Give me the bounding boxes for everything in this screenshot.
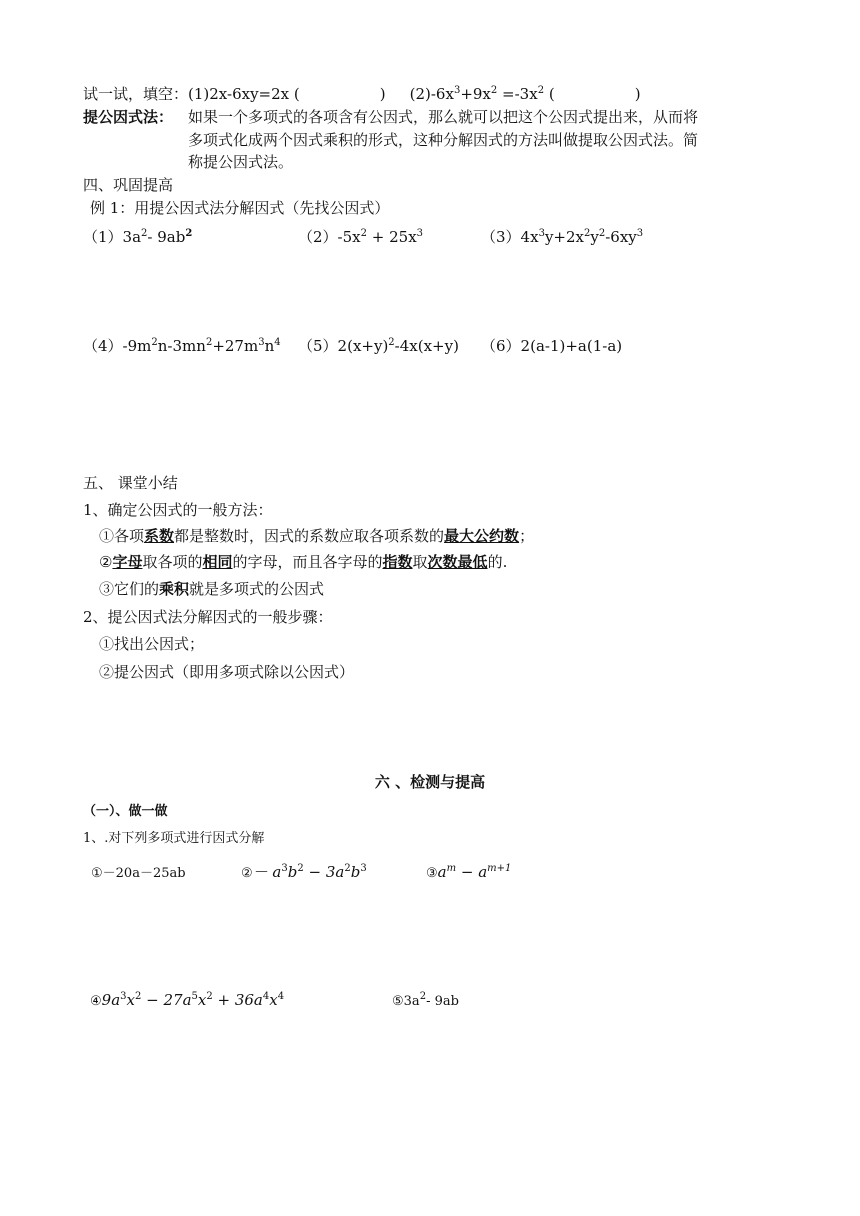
exp: 3 (453, 85, 461, 96)
q-term: - 9ab (147, 228, 186, 246)
q-label: （4） (83, 337, 123, 355)
question-3 (481, 227, 643, 247)
definition-term: 提公因式法： (83, 108, 174, 126)
q-term: -5x (337, 228, 361, 246)
exp: 3 (360, 863, 367, 874)
q-label: （2） (298, 228, 338, 246)
q-term: y (590, 228, 599, 246)
math-term: 9a (101, 991, 121, 1009)
rule-key: 指数 (382, 553, 413, 571)
exp: 4 (274, 337, 281, 348)
exercise-1: ①－20a－25ab (91, 866, 186, 881)
step-2: ②提公因式（即用多项式除以公因式） (99, 663, 355, 681)
q-label: （6） (481, 337, 521, 355)
math-term: − 27a (141, 991, 192, 1009)
exp: 5 (191, 991, 198, 1002)
q-term: + 25x (367, 228, 417, 246)
q-term: 2(x+y) (337, 337, 389, 355)
rule-text: 的. (487, 553, 508, 571)
q-term: y+2x (544, 228, 584, 246)
blank-2-expr-c: =-3x (497, 85, 538, 103)
exp: 2 (419, 991, 427, 1002)
math-term: x (197, 991, 207, 1009)
rule-text: ①各项 (99, 527, 145, 545)
exercise-2 (241, 862, 367, 884)
rule-text: 的字母，而且各字母的 (232, 553, 383, 571)
exercise-number: ④ (90, 994, 102, 1009)
math-term: − a (456, 863, 488, 881)
math-term: x (269, 991, 278, 1009)
exercise-number: ③ (426, 866, 438, 881)
section-4-title: 四、巩固提高 (83, 176, 174, 194)
question-1 (83, 227, 192, 247)
q-term: n (264, 337, 275, 355)
math-term: − 3a (303, 863, 345, 881)
section-5-title: 五、 课堂小结 (83, 474, 178, 492)
rule-text: 取 (412, 553, 428, 571)
rule-key: 相同 (202, 553, 233, 571)
q-term: -4x(x+y) (394, 337, 459, 355)
rule-1 (99, 526, 534, 546)
math-term: b (287, 863, 298, 881)
rule-text: 就是多项式的公因式 (189, 580, 325, 598)
section-6-task: 1、.对下列多项式进行因式分解 (83, 831, 265, 846)
exercise-number: ② (241, 866, 253, 881)
q-term: n-3mn (157, 337, 206, 355)
step-1: ①找出公因式； (99, 635, 205, 653)
summary-item-2: 2、提公因式法分解因式的一般步骤： (83, 608, 333, 626)
exp: 3 (416, 228, 424, 239)
exp: 2 (135, 991, 142, 1002)
blank-2-close: ) (634, 85, 641, 103)
blank-1-close: ) (379, 85, 386, 103)
rule-text: ③它们的 (99, 580, 160, 598)
exp: 2 (205, 337, 213, 348)
q-term: +27m (212, 337, 259, 355)
exp: 2 (490, 85, 498, 96)
exercise-number: ⑤ (392, 994, 404, 1009)
exp: 4 (262, 991, 270, 1002)
q-label: （5） (298, 337, 338, 355)
definition-line-2: 多项式化成两个因式乘积的形式，这种分解因式的方法叫做提取公因式法。简 (188, 131, 699, 149)
blank-2-expr-a: (2)-6x (409, 85, 454, 103)
q-term: -6xy (605, 228, 637, 246)
q-term: 2(a-1)+a(1-a) (520, 337, 623, 355)
exercise-5 (392, 992, 459, 1012)
exercise-4 (90, 990, 284, 1012)
q-term: 4x (520, 228, 539, 246)
exp: 2 (344, 863, 351, 874)
math-term: - 9ab (426, 994, 459, 1009)
rule-text: 取各项的 (142, 553, 203, 571)
rule-key: 字母 (112, 553, 143, 571)
section-6-subtitle: （一）、做一做 (83, 804, 168, 819)
blank-2-expr-d: ( (544, 85, 555, 103)
rule-key: 乘积 (159, 580, 190, 598)
exp: 3 (281, 863, 288, 874)
section-6-title: 六 、检测与提高 (374, 773, 486, 791)
rule-key: 次数最低 (427, 553, 488, 571)
exp: 4 (277, 991, 285, 1002)
rule-text: ② (99, 553, 113, 571)
exp: 3 (538, 228, 545, 239)
q-term: -9m (122, 337, 152, 355)
try-lead: 试一试，填空： (83, 85, 189, 103)
try-line (83, 84, 641, 104)
exercise-3 (426, 862, 511, 884)
exp: 2 (360, 228, 367, 239)
exp: 2 (388, 337, 395, 348)
q-term: 3a (122, 228, 142, 246)
exp: 2 (598, 228, 606, 239)
math-term: + 36a (212, 991, 263, 1009)
q-label: （1） (83, 228, 123, 246)
math-term: x (126, 991, 135, 1009)
exp: 2 (297, 863, 304, 874)
example-1: 例 1：用提公因式法分解因式（先找公因式） (90, 199, 390, 217)
math-term: a (437, 863, 447, 881)
summary-item-1: 1、确定公因式的一般方法： (83, 501, 273, 519)
exp: 2 (537, 85, 545, 96)
math-term: － a (252, 863, 282, 881)
q-label: （3） (481, 228, 521, 246)
question-4 (83, 336, 281, 356)
rule-2 (99, 552, 507, 572)
exp: 3 (258, 337, 265, 348)
blank-1-expr: (1)2x-6xy=2x ( (188, 85, 300, 103)
question-6 (481, 336, 622, 356)
math-term: b (350, 863, 361, 881)
exp: 2 (151, 337, 158, 348)
definition-line-1: 如果一个多项式的各项含有公因式，那么就可以把这个公因式提出来，从而将 (188, 108, 699, 126)
exp: 2 (141, 228, 148, 239)
math-term: 3a (403, 994, 420, 1009)
definition-line-3: 称提公因式法。 (188, 153, 294, 171)
exp: 2 (583, 228, 591, 239)
exp: m (446, 863, 457, 874)
rule-key: 系数 (144, 527, 175, 545)
exp: m+1 (487, 863, 512, 874)
exp: 3 (636, 228, 644, 239)
exp: 2 (206, 991, 213, 1002)
blank-2-expr-b: +9x (460, 85, 491, 103)
rule-text: 都是整数时，因式的系数应取各项系数的 (174, 527, 445, 545)
rule-text: ； (519, 527, 535, 545)
question-2 (298, 227, 423, 247)
question-5 (298, 336, 459, 356)
rule-key: 最大公约数 (444, 527, 520, 545)
exp: 3 (120, 991, 127, 1002)
rule-3 (99, 579, 324, 599)
exp: 2 (185, 228, 193, 239)
